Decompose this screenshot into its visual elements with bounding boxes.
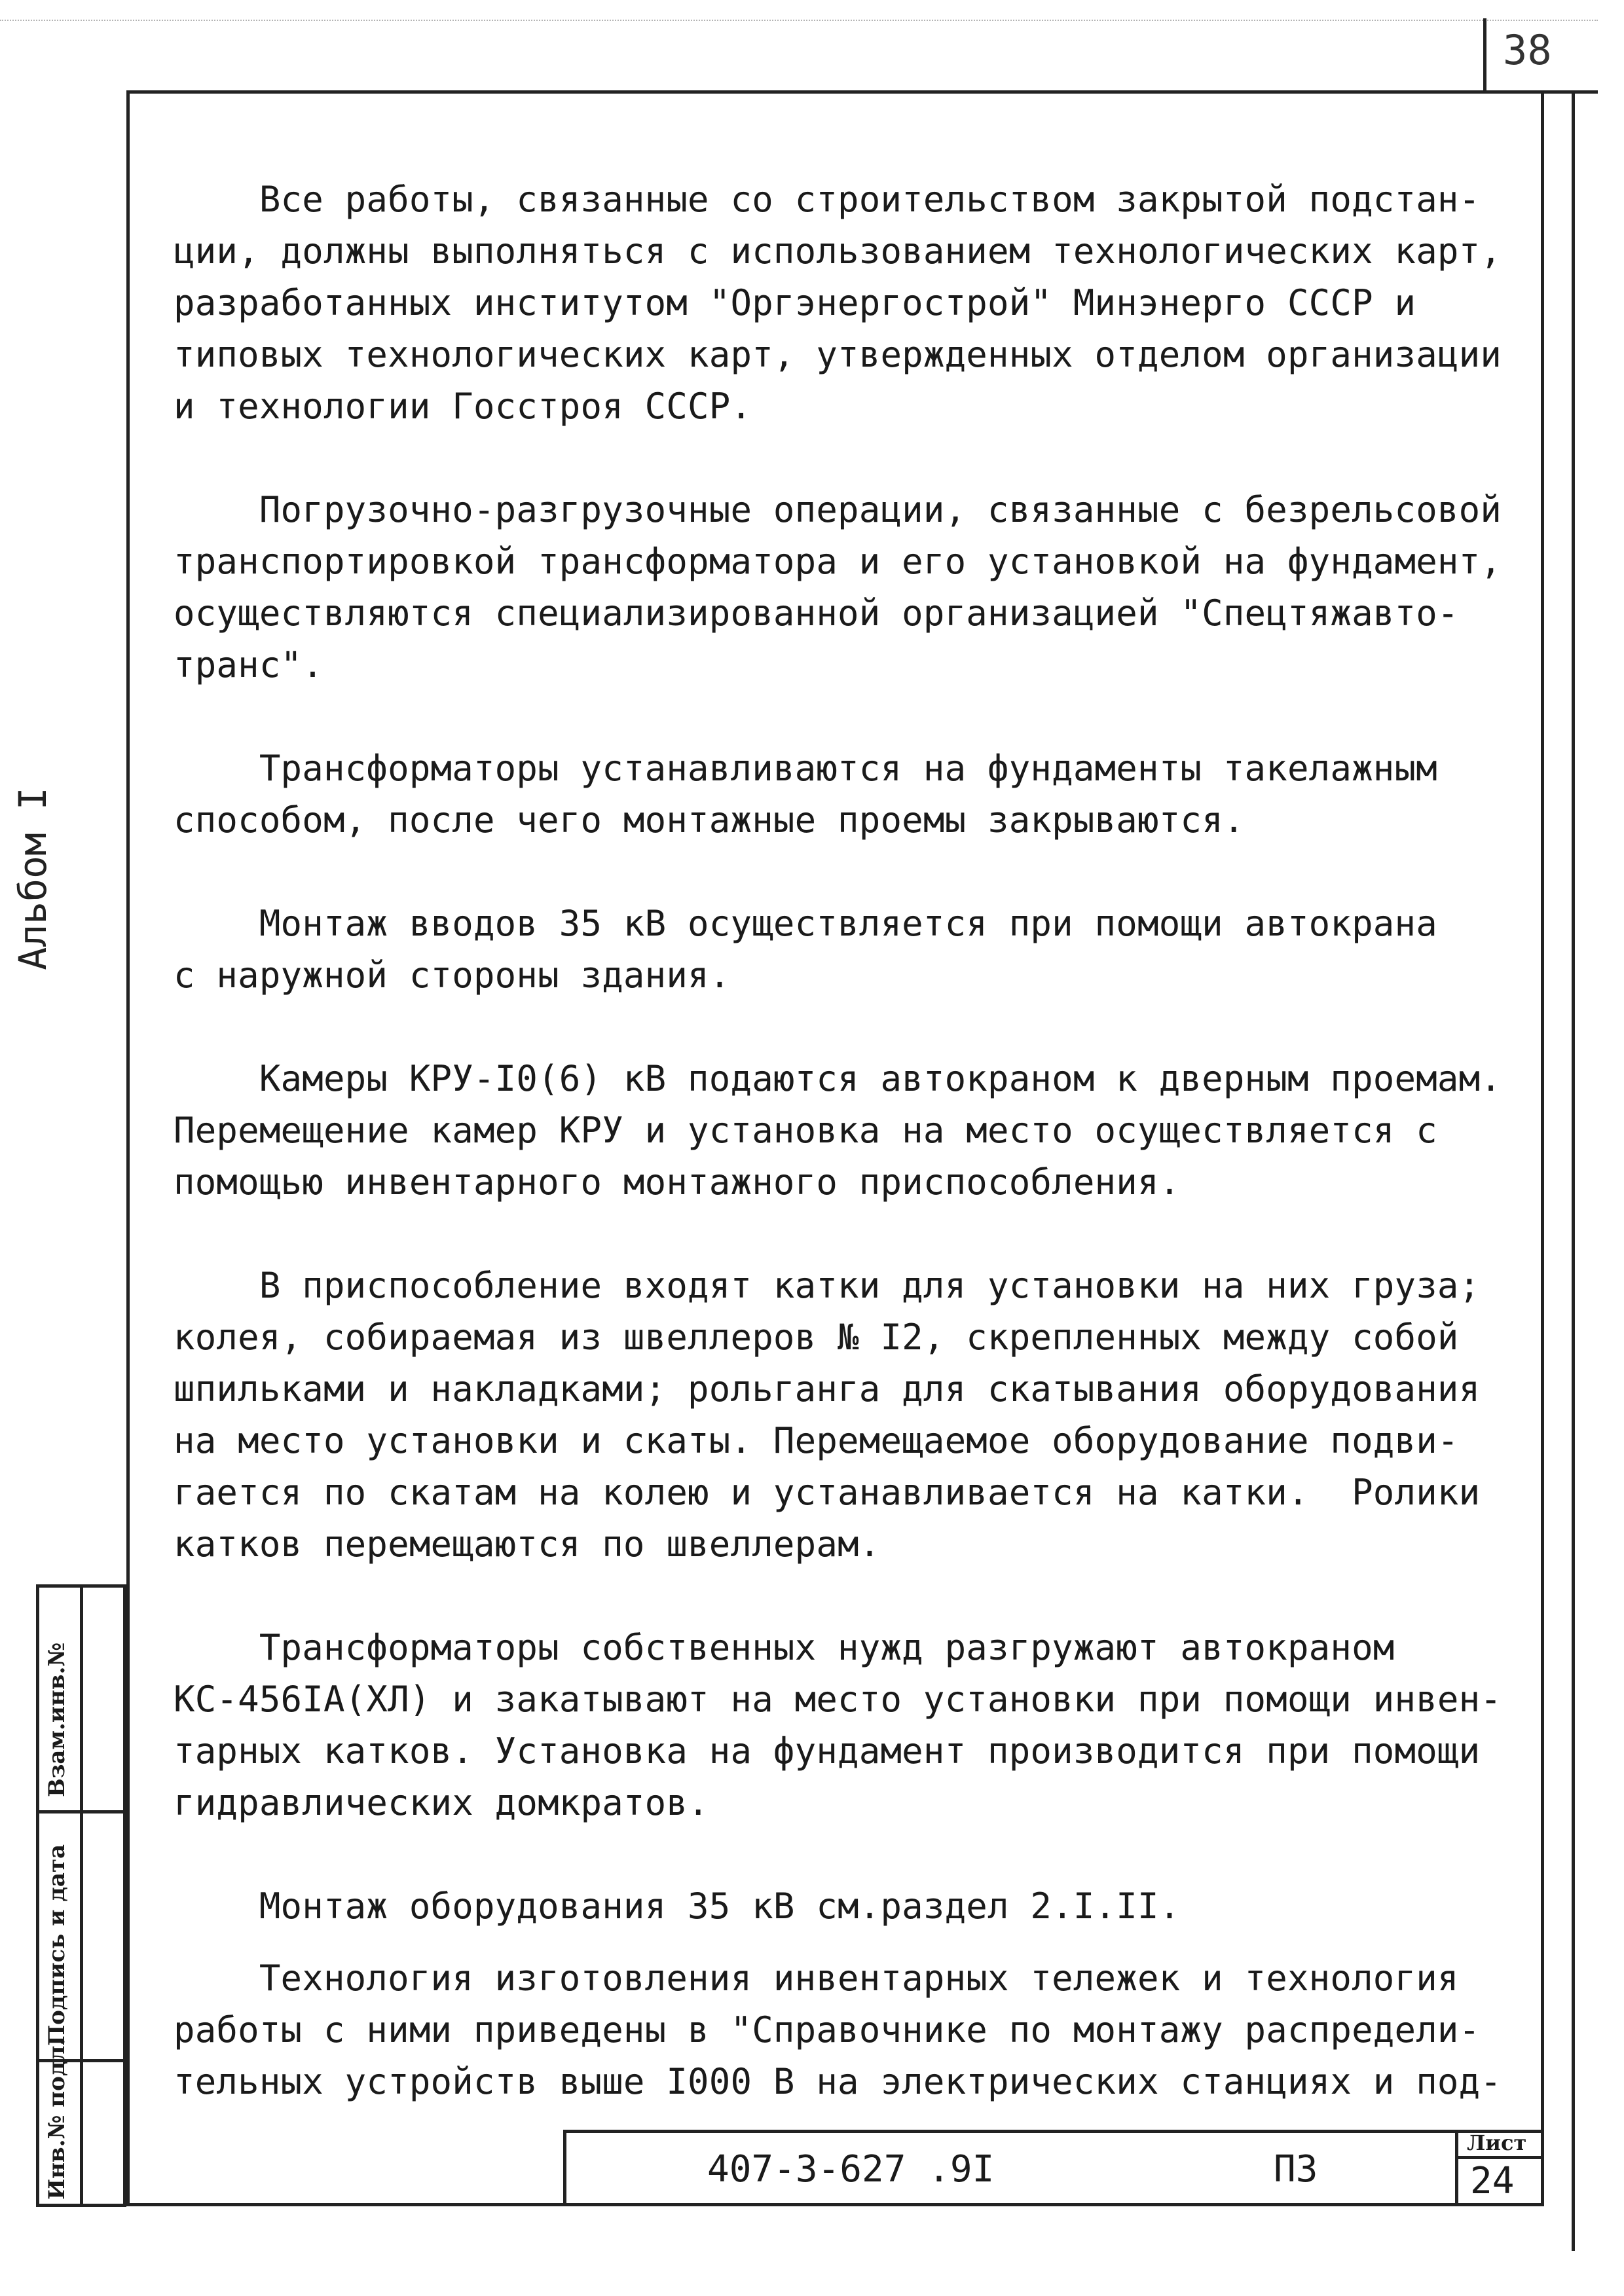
text-line: помощью инвентарного монтажного приспособления.: [174, 1161, 1181, 1203]
document-body: [174, 173, 1502, 2107]
page-number: 38: [1503, 26, 1552, 74]
sheet-cell-divider: [1458, 2156, 1544, 2159]
paragraph-5: [174, 1053, 1502, 1208]
side-stamp-table: [36, 1584, 126, 2207]
paragraph-4: [174, 898, 1496, 1001]
paragraph-9: [174, 1952, 1502, 2107]
text-line: Погрузочно-разгрузочные операции, связанные с безрельсовой: [174, 489, 1502, 530]
text-line: ции, должны выполняться с использованием технологических карт,: [174, 230, 1502, 272]
document-section: ПЗ: [1274, 2148, 1318, 2191]
document-code: 407-3-627 .9I: [707, 2148, 995, 2191]
text-line: с наружной стороны здания.: [174, 955, 731, 996]
text-line: гается по скатам на колею и устанавливается на катки. Ролики: [174, 1472, 1481, 1513]
text-line: транс".: [174, 644, 323, 685]
stamp-column-divider: [80, 1588, 83, 2204]
paragraph-8: [174, 1880, 1496, 1932]
paragraph-gap: [174, 1829, 1496, 1880]
paragraph-2: [174, 484, 1502, 691]
text-line: катков перемещаются по швеллерам.: [174, 1523, 881, 1565]
text-line: КС-456IА(ХЛ) и закатывают на место установки при помощи инвен-: [174, 1679, 1502, 1720]
stamp-label-inv-podl: Инв.№ подл.: [44, 2037, 70, 2200]
paragraph-6: [174, 1260, 1496, 1570]
frame-top-edge: [126, 90, 1575, 94]
text-line: разработанных институтом "Оргэнергострой" Минэнерго СССР и: [174, 282, 1416, 323]
stamp-label-podpis-data: Подпись и дата: [44, 1844, 70, 2046]
paragraph-gap: [174, 432, 1496, 484]
text-line: Технология изготовления инвентарных тележек и технология: [174, 1958, 1459, 1999]
sheet-label: Лист: [1467, 2130, 1527, 2155]
paragraph-1: [174, 173, 1502, 432]
text-line: Трансформаторы устанавливаются на фундаменты такелажным: [174, 748, 1437, 789]
text-line: работы с ними приведены в "Справочнике по монтажу распредели-: [174, 2009, 1481, 2050]
text-line: колея, собираемая из швеллеров № I2, скрепленных между собой: [174, 1317, 1459, 1358]
paragraph-gap: [174, 1570, 1496, 1622]
text-line: шпильками и накладками; рольганга для скатывания оборудования: [174, 1368, 1481, 1410]
paragraph-gap: [174, 1001, 1496, 1053]
text-line: Камеры КРУ-I0(6) кВ подаются автокраном к дверным проемам.: [174, 1058, 1502, 1099]
paragraph-gap: [174, 691, 1496, 742]
album-label: Альбом I: [10, 787, 55, 970]
frame-right-edge: [1572, 90, 1575, 2251]
sheet-number: 24: [1470, 2160, 1515, 2202]
scan-top-noise: [0, 20, 1598, 26]
paragraph-gap: [174, 1208, 1496, 1260]
paragraph-7: [174, 1622, 1502, 1829]
text-line: гидравлических домкратов.: [174, 1782, 709, 1823]
text-line: Монтаж оборудования 35 кВ см.раздел 2.I.II.: [174, 1886, 1181, 1927]
text-line: типовых технологических карт, утвержденных отделом организации: [174, 334, 1502, 375]
text-line: способом, после чего монтажные проемы закрываются.: [174, 799, 1245, 841]
text-line: осуществляются специализированной организацией "Спецтяжавто-: [174, 592, 1459, 634]
text-line: Перемещение камер КРУ и установка на место осуществляется с: [174, 1110, 1437, 1151]
text-line: транспортировкой трансформатора и его установкой на фундамент,: [174, 541, 1502, 582]
text-line: Все работы, связанные со строительством закрытой подстан-: [174, 179, 1481, 220]
paragraph-gap: [174, 1932, 1496, 1952]
paragraph-3: [174, 742, 1496, 846]
paragraph-gap: [174, 846, 1496, 898]
text-line: Монтаж вводов 35 кВ осуществляется при помощи автокрана: [174, 903, 1437, 944]
stamp-label-vzam-inv: Взам.инв.№: [44, 1642, 70, 1797]
text-line: В приспособление входят катки для установки на них груза;: [174, 1265, 1481, 1306]
text-line: на место установки и скаты. Перемещаемое оборудование подви-: [174, 1420, 1459, 1461]
text-line: тарных катков. Установка на фундамент производится при помощи: [174, 1730, 1481, 1772]
text-line: и технологии Госстроя СССР.: [174, 386, 752, 427]
text-line: Трансформаторы собственных нужд разгружают автокраном: [174, 1627, 1395, 1668]
text-line: тельных устройств выше I000 В на электрических станциях и под-: [174, 2061, 1502, 2102]
stamp-row-divider: [39, 1810, 123, 1813]
